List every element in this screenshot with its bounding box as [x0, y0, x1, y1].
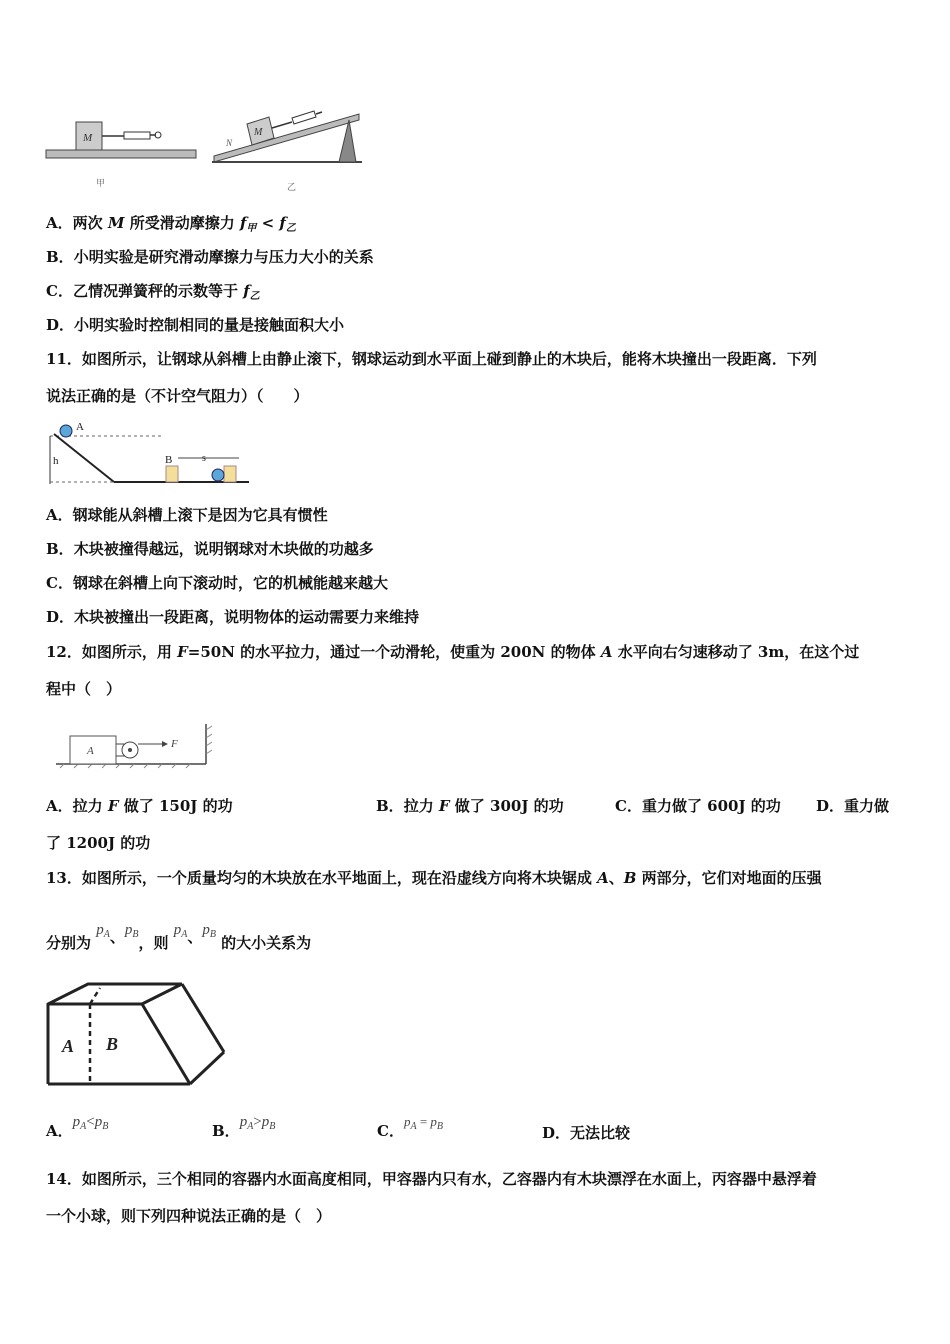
q12-option-a	[46, 795, 233, 816]
var-f: F	[177, 643, 188, 661]
pressure-pa: $p_A$	[96, 922, 110, 940]
q13-stem-line2	[46, 922, 311, 953]
option-letter: D．	[46, 608, 75, 626]
q11-label-b: B	[165, 454, 173, 466]
stem-text: 13．如图所示，一个质量均匀的木块放在水平地面上，现在沿虚线方向将木块锯成	[46, 869, 598, 887]
stem-text: 分别为	[46, 934, 97, 952]
option-letter: D．	[46, 316, 75, 334]
q13-option-a	[46, 1112, 108, 1141]
relation: <	[256, 214, 280, 232]
option-letter: C．	[377, 1122, 404, 1140]
q12-figure	[54, 722, 226, 778]
option-text: 乙情况弹簧秤的示数等于	[72, 282, 244, 300]
subscript: 甲	[246, 223, 257, 234]
q13-option-c	[377, 1112, 443, 1141]
option-text: 重力做了 600J 的功	[641, 797, 781, 815]
option-c-formula: $p_A = p_B$	[403, 1114, 444, 1132]
pressure-pb: $p_B$	[124, 922, 139, 940]
q13-figure	[44, 980, 230, 1088]
subscript: 乙	[249, 291, 260, 302]
q11-stem-line2: 说法正确的是（不计空气阻力）（ ）	[46, 387, 309, 405]
var-f: F	[438, 797, 450, 815]
q13-option-b	[212, 1112, 275, 1141]
stem-text: 、	[109, 928, 125, 946]
q11-option-a	[46, 504, 328, 525]
q14-stem-line2: 一个小球，则下列四种说法正确的是（ ）	[46, 1207, 332, 1225]
q12-label-a: A	[87, 745, 94, 757]
option-text: 做了 150J 的功	[118, 797, 233, 815]
stem-text: ，则	[138, 934, 174, 952]
option-text: 拉力	[403, 797, 439, 815]
option-letter: D．	[816, 797, 845, 815]
q12-stem-line1	[46, 641, 859, 662]
q12-option-d	[816, 795, 889, 816]
q11-option-c	[46, 572, 388, 593]
q10-option-b	[46, 246, 374, 267]
q10-caption-yi: 乙	[287, 182, 297, 192]
option-letter: B．	[46, 248, 74, 266]
stem-text: 、	[608, 869, 624, 887]
q11-label-a: A	[76, 421, 84, 433]
q11-option-d	[46, 606, 419, 627]
q10-option-a	[46, 212, 296, 234]
q10-block-label-1: M	[83, 132, 93, 144]
pressure-pb: $p_B$	[202, 922, 216, 940]
var-a: A	[597, 869, 609, 887]
stem-text: 12．如图所示，用	[46, 643, 178, 661]
option-letter: D．	[542, 1124, 571, 1142]
option-text: 钢球在斜槽上向下滚动时，它的机械能越来越大	[72, 574, 388, 592]
option-text: 拉力	[72, 797, 108, 815]
option-letter: A．	[46, 214, 73, 232]
var-f: f	[279, 214, 286, 232]
q11-option-b	[46, 538, 374, 559]
option-letter: B．	[46, 540, 74, 558]
option-letter: A．	[46, 506, 73, 524]
q12-stem-line2: 程中（ ）	[46, 680, 122, 698]
option-letter: B．	[212, 1122, 240, 1140]
option-letter: A．	[46, 797, 73, 815]
q12-option-b	[376, 795, 564, 816]
option-letter: C．	[615, 797, 642, 815]
option-letter: B．	[376, 797, 404, 815]
subscript: 乙	[285, 223, 296, 234]
option-text: 木块被撞出一段距离，说明物体的运动需要力来维持	[74, 608, 420, 626]
q10-figure	[44, 98, 364, 198]
option-text: 小明实验是研究滑动摩擦力与压力大小的关系	[73, 248, 374, 266]
q13-label-a: A	[62, 1036, 75, 1056]
var-m: M	[107, 214, 125, 232]
q13-label-b: B	[106, 1034, 119, 1054]
q10-caption-jia: 甲	[96, 178, 106, 188]
q14-stem-line1: 14．如图所示，三个相同的容器内水面高度相同，甲容器内只有水，乙容器内有木块漂浮在水面上，丙容器中悬浮着	[46, 1170, 817, 1188]
var-a: A	[600, 643, 613, 661]
stem-text: 两部分，它们对地面的压强	[636, 869, 822, 887]
q11-stem-line1: 11．如图所示，让钢球从斜槽上由静止滚下，钢球运动到水平面上碰到静止的木块后，能将木块撞出一段距离．下列	[46, 350, 817, 368]
stem-text: 、	[187, 928, 203, 946]
q11-label-s: s	[202, 453, 206, 464]
option-text: 重力做	[844, 797, 890, 815]
q11-label-h: h	[53, 455, 59, 467]
pressure-pa: $p_A$	[173, 922, 188, 940]
q12-option-d-cont: 了 1200J 的功	[46, 834, 151, 852]
option-text: 无法比较	[570, 1124, 631, 1142]
option-a-formula: $p_A<p_B$	[72, 1114, 109, 1132]
q10-incline-label: N	[226, 138, 233, 148]
var-b: B	[623, 869, 637, 887]
var-f: f	[239, 214, 247, 232]
stem-text: 水平向右匀速移动了 3m，在这个过	[612, 643, 860, 661]
var-f: f	[243, 282, 250, 300]
q10-option-d	[46, 314, 344, 335]
option-text: 两次	[72, 214, 108, 232]
var-f: F	[107, 797, 119, 815]
option-b-formula: $p_A>p_B$	[239, 1114, 276, 1132]
q13-option-d	[542, 1122, 630, 1143]
q10-option-c	[46, 280, 260, 302]
stem-text: 的大小关系为	[215, 934, 312, 952]
option-text: 小明实验时控制相同的量是接触面积大小	[74, 316, 345, 334]
option-text: 钢球能从斜槽上滚下是因为它具有惯性	[72, 506, 328, 524]
option-letter: C．	[46, 282, 73, 300]
stem-text: =50N 的水平拉力，通过一个动滑轮，使重为 200N 的物体	[187, 643, 601, 661]
option-letter: C．	[46, 574, 73, 592]
q12-option-c	[615, 795, 781, 816]
q10-block-label-2: M	[254, 127, 263, 138]
q13-stem-line1	[46, 867, 822, 888]
q11-figure	[44, 418, 259, 490]
q12-label-f: F	[171, 738, 178, 750]
option-text: 做了 300J 的功	[449, 797, 564, 815]
option-letter: A．	[46, 1122, 73, 1140]
option-text: 所受滑动摩擦力	[124, 214, 240, 232]
option-text: 木块被撞得越远，说明钢球对木块做的功越多	[73, 540, 374, 558]
